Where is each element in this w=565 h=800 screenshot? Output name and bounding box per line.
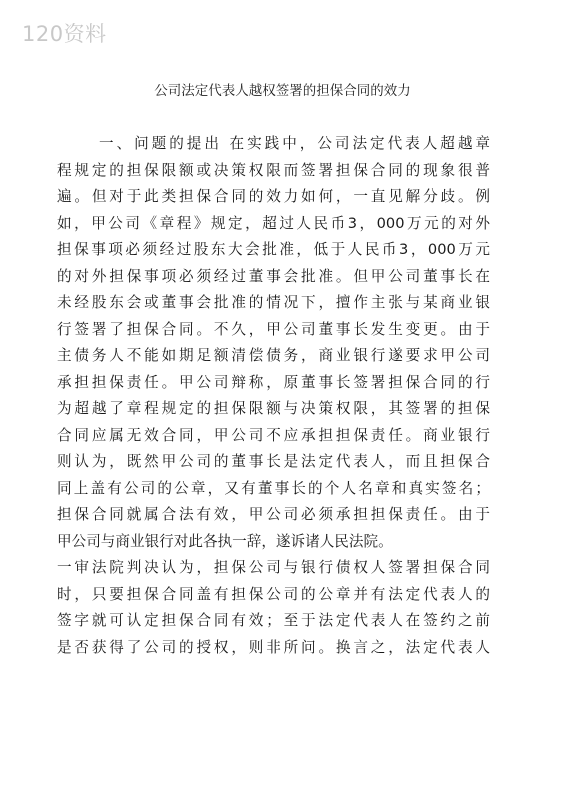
text-line: 承担担保责任。甲公司辩称，原董事长签署担保合同的行: [57, 373, 490, 391]
text-line: 一、问题的提出 在实践中，公司法定代表人超越章: [99, 135, 490, 152]
text-line: 担保事项必须经过股东大会批准，低于人民币3，000万元: [57, 241, 490, 258]
body-text: [57, 131, 490, 661]
text-line: 主债务人不能如期足额清偿债务，商业银行遂要求甲公司: [57, 347, 490, 364]
text-line: 未经股东会或董事会批准的情况下，擅作主张与某商业银: [57, 294, 490, 311]
document-title: 公司法定代表人越权签署的担保合同的效力: [154, 83, 411, 99]
text-line: 则认为，既然甲公司的董事长是法定代表人，而且担保合: [57, 453, 490, 470]
text-line: 程规定的担保限额或决策权限而签署担保合同的现象很普: [57, 161, 490, 179]
text-line: 担保合同就属合法有效，甲公司必须承担担保责任。由于: [57, 506, 490, 523]
text-line: 如，甲公司《章程》规定，超过人民币3，000万元的对外: [57, 214, 490, 232]
text-line: 为超越了章程规定的担保限额与决策权限，其签署的担保: [57, 400, 490, 417]
text-line: 的对外担保事项必须经过董事会批准。但甲公司董事长在: [57, 267, 490, 285]
text-line: 同上盖有公司的公章，又有董事长的个人名章和真实签名；: [57, 479, 490, 497]
text-line: 遍。但对于此类担保合同的效力如何，一直见解分歧。例: [57, 188, 490, 205]
text-line: 行签署了担保合同。不久，甲公司董事长发生变更。由于: [57, 320, 490, 338]
text-line: 签字就可认定担保合同有效；至于法定代表人在签约之前: [57, 612, 490, 629]
text-line: 一审法院判决认为，担保公司与银行债权人签署担保合同: [57, 559, 490, 576]
text-line: 甲公司与商业银行对此各执一辞，遂诉诸人民法院。: [57, 532, 393, 550]
text-line: 时，只要担保合同盖有担保公司的公章并有法定代表人的: [57, 585, 490, 603]
watermark: 120资料: [22, 22, 107, 46]
text-line: 合同应属无效合同，甲公司不应承担担保责任。商业银行: [57, 426, 490, 444]
text-line: 是否获得了公司的授权，则非所问。换言之，法定代表人: [57, 638, 490, 656]
